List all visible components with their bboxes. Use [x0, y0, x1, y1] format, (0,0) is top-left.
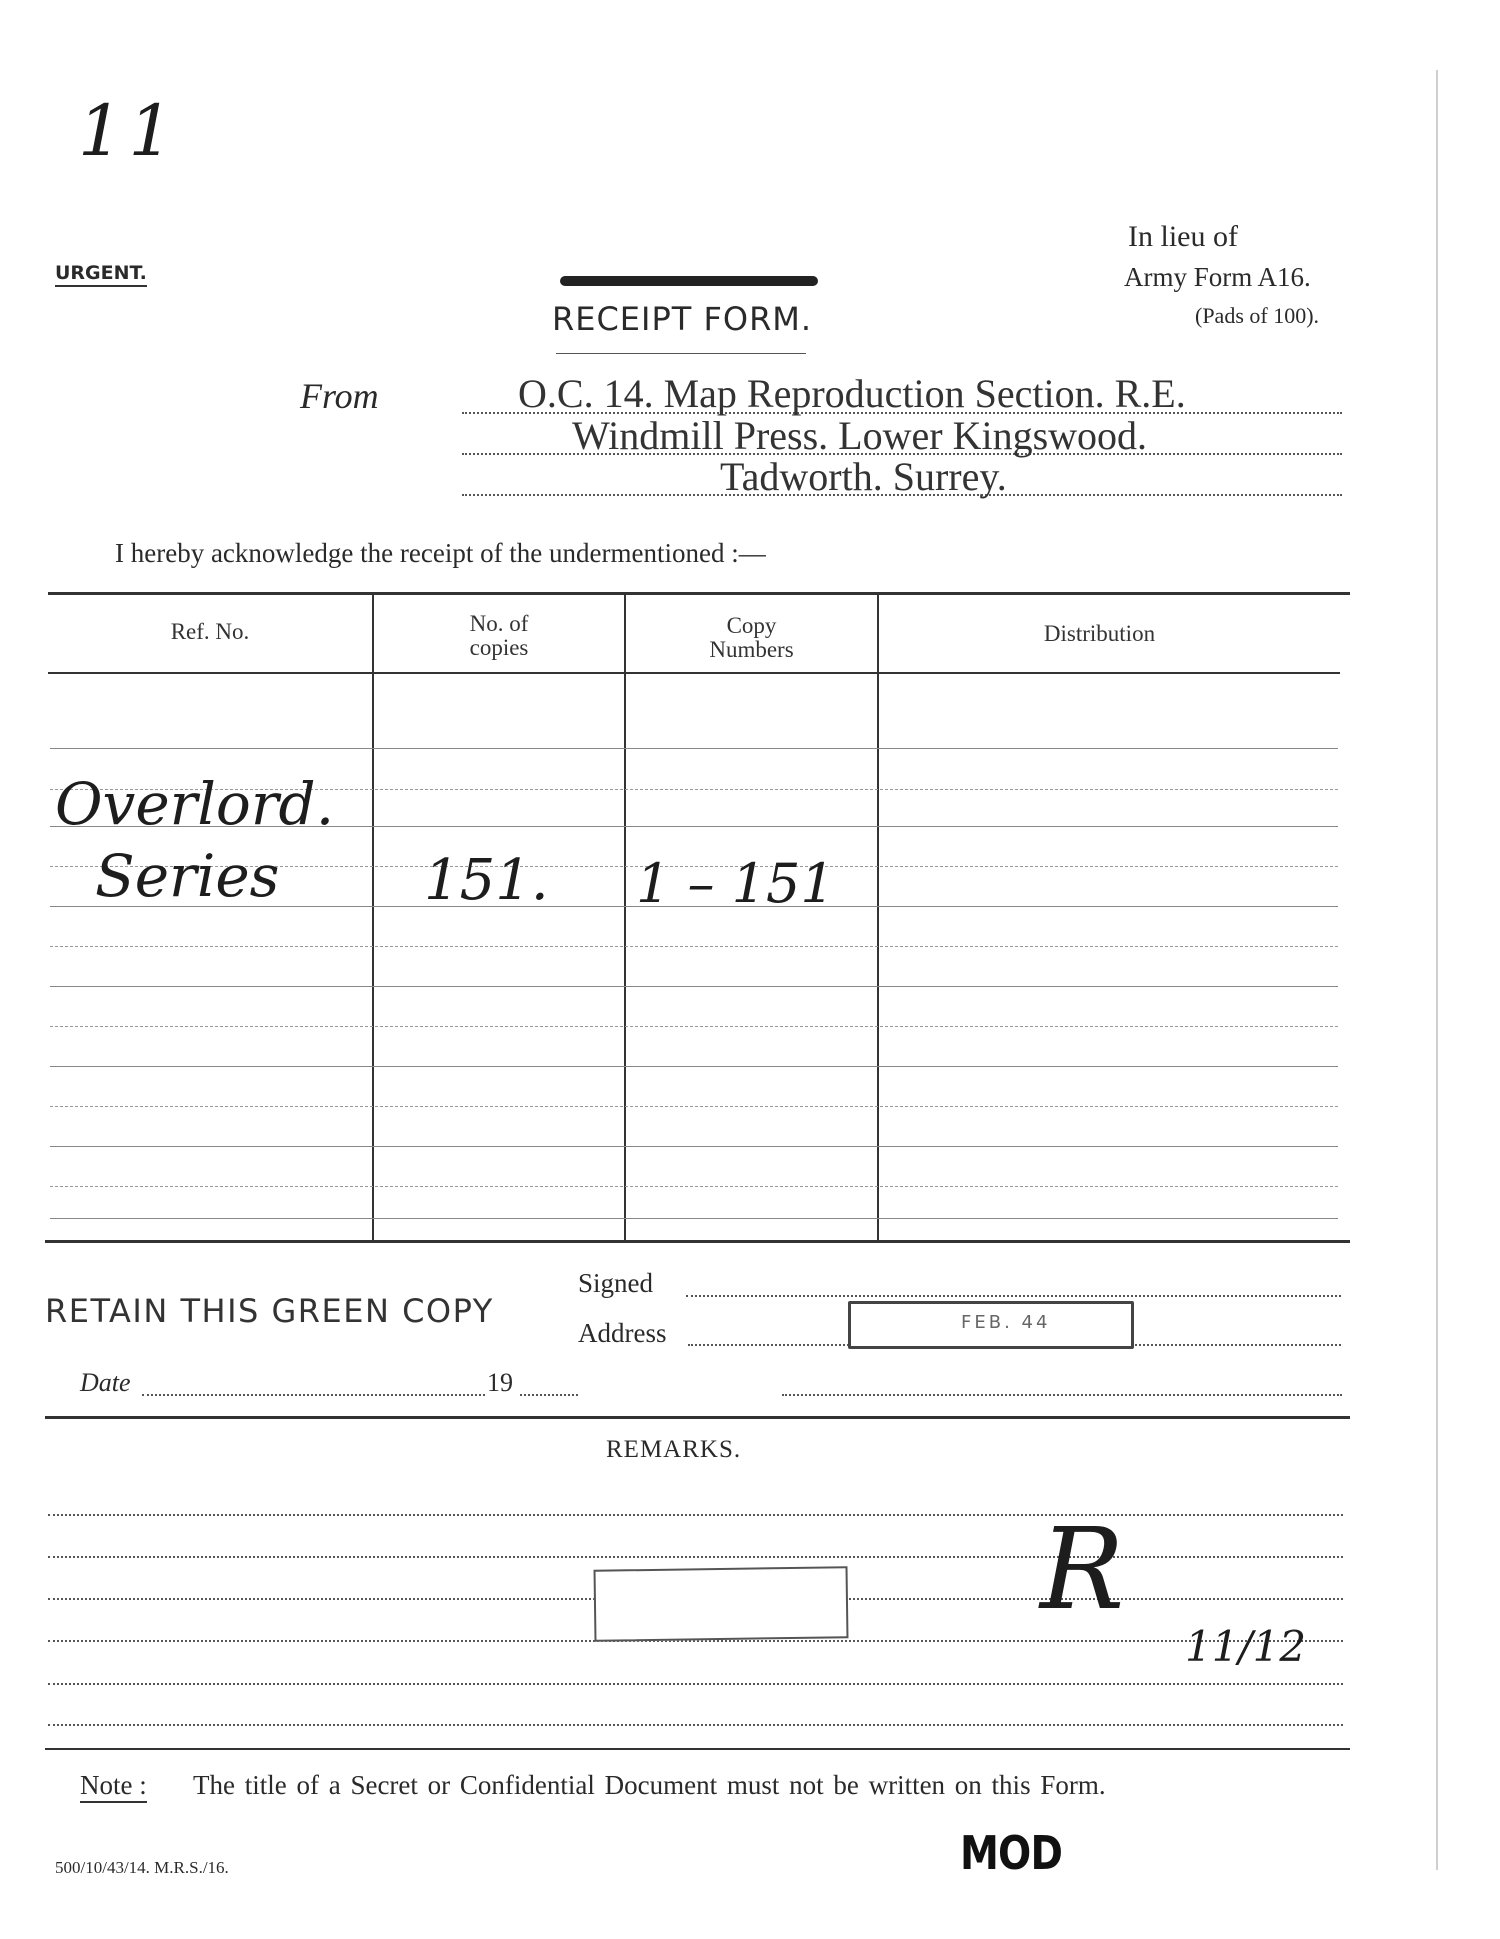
urgent-label: URGENT. [55, 262, 147, 287]
table-row-line [50, 1218, 1338, 1219]
note-text: The title of a Secret or Confidential Document must not be written on this Form. [193, 1770, 1106, 1800]
note-top-rule [45, 1748, 1350, 1750]
address-label: Address [578, 1318, 667, 1348]
col-divider-1 [372, 595, 374, 1241]
date-dots-tail [520, 1394, 578, 1396]
from-line3: Tadworth. Surrey. [720, 454, 1007, 499]
entry-ref-line2: Series [95, 842, 280, 910]
mod-stamp: MOD [960, 1826, 1063, 1880]
note-label: Note : [80, 1770, 147, 1803]
from-line2: Windmill Press. Lower Kingswood. [572, 413, 1148, 458]
col-header-copies [374, 612, 624, 660]
corner-mark: 11 [78, 90, 180, 172]
page-edge [1436, 70, 1438, 1870]
address-line2-dots [782, 1394, 1342, 1396]
table-bottom-rule [45, 1240, 1350, 1243]
title-underline [556, 353, 806, 354]
col-header-distribution: Distribution [1043, 621, 1156, 646]
col-header-ref: Ref. No. [170, 619, 250, 644]
date-dots [142, 1394, 485, 1396]
col-header-copies-line2: copies [469, 635, 529, 660]
remarks-line [48, 1514, 1343, 1516]
signed-label: Signed [578, 1268, 654, 1298]
table-row-line [50, 986, 1338, 987]
date-stamp-text: FEB. 44 [961, 1312, 1051, 1333]
table-row-line [50, 1106, 1338, 1107]
retain-copy-label: RETAIN THIS GREEN COPY [45, 1292, 494, 1330]
in-lieu-line1: In lieu of [1128, 220, 1238, 253]
handwritten-ref: 11/12 [1185, 1622, 1307, 1671]
table-row-line [50, 1186, 1338, 1187]
pads-note: (Pads of 100). [1195, 303, 1320, 328]
title-bar [560, 276, 818, 286]
remarks-line [48, 1724, 1343, 1726]
initials-mark: R [1040, 1505, 1125, 1635]
col-header-copies-line1: No. of [469, 611, 529, 636]
acknowledge-text: I hereby acknowledge the receipt of the undermentioned :— [115, 538, 766, 568]
remarks-label: REMARKS. [606, 1436, 742, 1463]
date-year: 19 [487, 1368, 513, 1397]
remarks-line [48, 1683, 1343, 1685]
col-divider-2 [624, 595, 626, 1241]
entry-copy-numbers: 1 – 151 [636, 852, 835, 915]
col-header-copy-numbers-line1: Copy [726, 613, 777, 638]
signed-dots [686, 1295, 1341, 1297]
table-row-line [50, 1066, 1338, 1067]
table-row-line [50, 946, 1338, 947]
col-header-copy-numbers [626, 614, 877, 662]
entry-ref-line1: Overlord. [55, 770, 335, 838]
col-header-copy-numbers-line2: Numbers [709, 637, 794, 662]
table-row-line [50, 748, 1338, 749]
from-line1: O.C. 14. Map Reproduction Section. R.E. [518, 371, 1186, 416]
date-label: Date [80, 1368, 131, 1397]
remarks-top-rule [45, 1416, 1350, 1419]
table-header-rule [48, 672, 1340, 674]
date-stamp-box [848, 1301, 1134, 1349]
footer-code: 500/10/43/14. M.R.S./16. [55, 1858, 229, 1877]
table-top-rule [48, 592, 1350, 595]
table-row-line [50, 1146, 1338, 1147]
remarks-line [48, 1556, 1343, 1558]
from-label: From [300, 376, 379, 416]
col-divider-3 [877, 595, 879, 1241]
in-lieu-line2: Army Form A16. [1124, 262, 1311, 292]
form-title: RECEIPT FORM. [552, 300, 813, 338]
remarks-blank-box [594, 1566, 849, 1642]
entry-copies: 151. [424, 848, 549, 913]
table-row-line [50, 1026, 1338, 1027]
